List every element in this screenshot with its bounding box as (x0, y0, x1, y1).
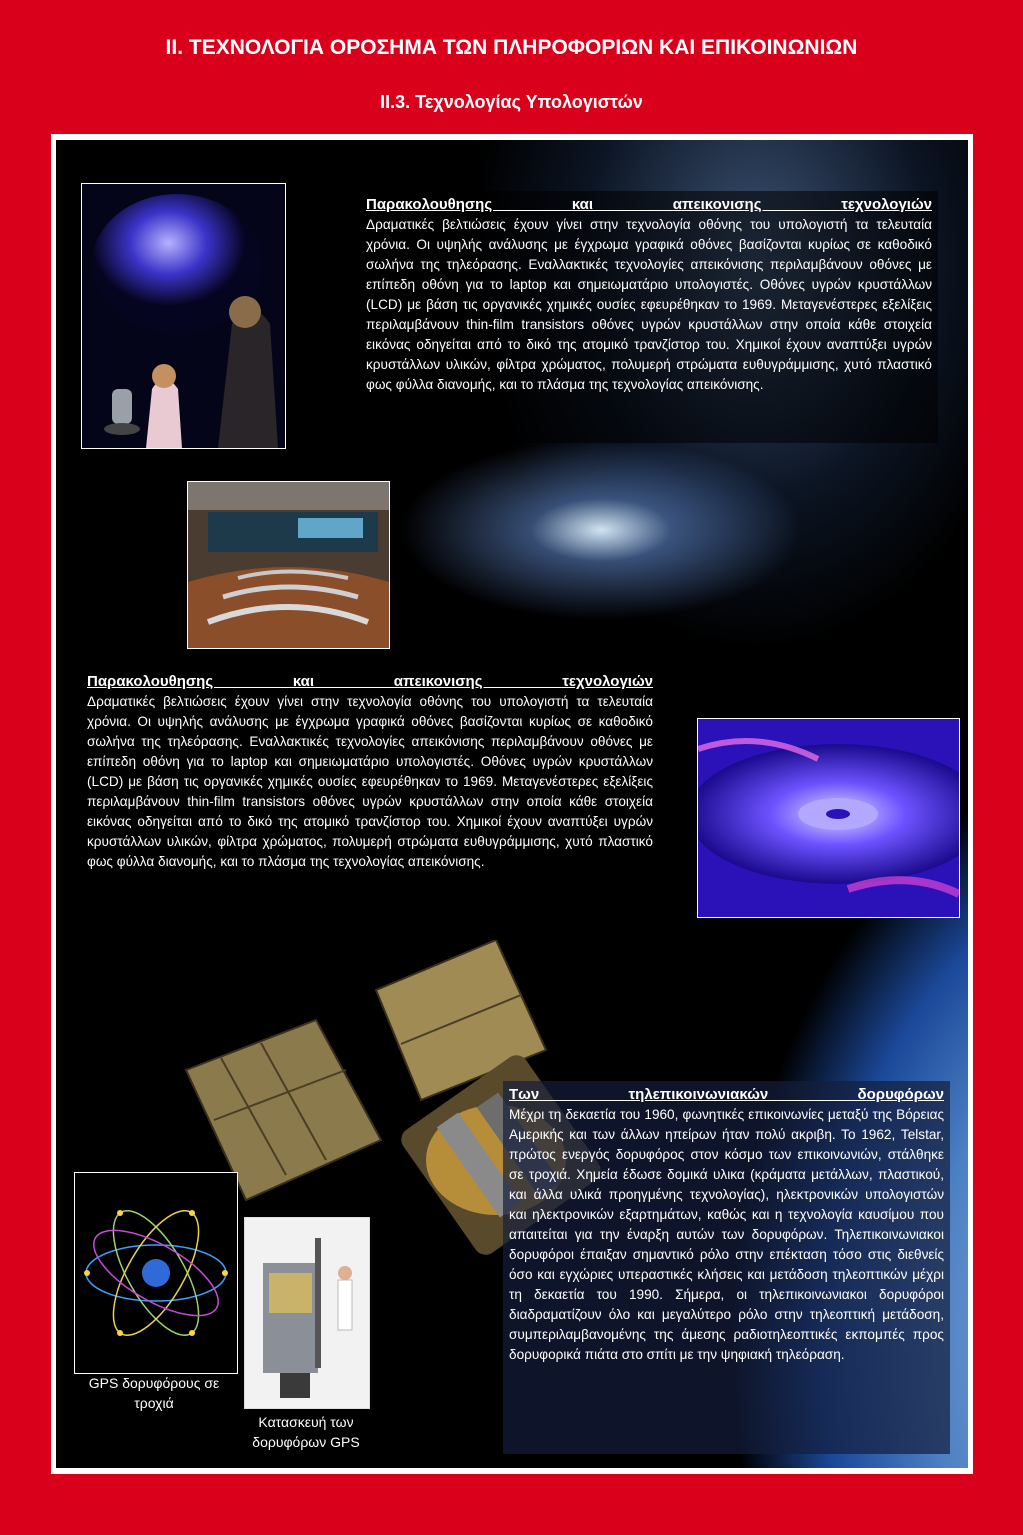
poster-subtitle: II.3. Τεχνολογίας Υπολογιστών (380, 92, 643, 112)
satellite-heading: Των τηλεπικοινωνιακών δορυφόρων (509, 1086, 944, 1103)
display-tech-body-2: Δραματικές βελτιώσεις έχουν γίνει στην τεχνολογία οθόνης του υπολογιστή τα τελευταία χρόνια. Οι υψηλής ανάλυσης με έγχρωμα γραφικά οθόνες βασίζονται κυρίως σε καθοδικό σωλήνα της τηλεόρασης. Εναλλακτικές τεχνολογίες απεικόνισης περιλαμβάνουν οθόνες με επίπεδη οθόνη για το laptop και σημειωματάριο υπολογιστές. Οθόνες υγρών κρυστάλλων (LCD) με βάση τις οργανικές χημικές ουσίες εφευρέθηκαν το 1969. Μεταγενέστερες εξελίξεις περιλαμβάνουν thin-film transistors οθόνες υγρών κρυστάλλων στην οποία κάθε στοιχεία εικόνας οδηγείται από το δικό της ατομικό τρανζίστορ του. Χημικοί έχουν αναπτύξει υγρών κρυστάλλων υλικών, φίλτρα χρώματος, πολυμερή στρώματα ευθυγράμμισης, χυτό πλαστικό φως φύλλα διανομής, και το πλάσμα της τεχνολογίας απεικόνισης. (87, 694, 653, 869)
control-room-photo (187, 481, 390, 649)
display-tech-heading-2: Παρακολουθησης και απεικονισης τεχνολογιών (87, 673, 653, 690)
space-background (56, 140, 968, 1468)
poster-title: II. ΤΕΧΝΟΛΟΓΙΑ ΟΡΟΣΗΜΑ ΤΩΝ ΠΛΗΡΟΦΟΡΙΩΝ ΚΑΙ ΕΠΙΚΟΙΝΩΝΙΩΝ (165, 36, 858, 59)
display-tech-text-1 (360, 191, 938, 443)
gps-construction-photo (244, 1217, 370, 1409)
gps-construction-caption: Κατασκευή των δορυφόρων GPS (252, 1414, 360, 1450)
display-tech-body-1: Δραματικές βελτιώσεις έχουν γίνει στην τεχνολογία οθόνης του υπολογιστή τα τελευταία χρόνια. Οι υψηλής ανάλυσης με έγχρωμα γραφικά οθόνες βασίζονται κυρίως σε καθοδικό σωλήνα της τηλεόρασης. Εναλλακτικές τεχνολογίες απεικόνισης περιλαμβάνουν οθόνες με επίπεδη οθόνη για το laptop και σημειωματάριο υπολογιστές. Οθόνες υγρών κρυστάλλων (LCD) με βάση τις οργανικές χημικές ουσίες εφευρέθηκαν το 1969. Μεταγενέστερες εξελίξεις περιλαμβάνουν thin-film transistors οθόνες υγρών κρυστάλλων στην οποία κάθε στοιχεία εικόνας οδηγείται από το δικό της ατομικό τρανζίστορ του. Χημικοί έχουν αναπτύξει υγρών κρυστάλλων υλικών, φίλτρα χρώματος, πολυμερή στρώματα ευθυγράμμισης, χυτό πλαστικό φως φύλλα διανομής, και το πλάσμα της τεχνολογίας απεικόνισης. (366, 217, 932, 392)
planetarium-photo (81, 183, 286, 449)
display-tech-heading-1: Παρακολουθησης και απεικονισης τεχνολογιών (366, 196, 932, 213)
cd-disc-photo (697, 718, 960, 918)
display-tech-text-2 (81, 668, 659, 918)
gps-orbit-caption: GPS δορυφόρους σε τροχιά (88, 1375, 220, 1411)
satellite-body: Μέχρι τη δεκαετία του 1960, φωνητικές επικοινωνίες μεταξύ της Βόρειας Αμερικής και των άλλων ηπείρων ήταν πολύ ακριβη. Το 1962, Telstar, πρώτος ενεργός δορυφόρος στον κόσμο των επικοινωνιών, στάλθηκε σε τροχιά. Χημεία έδωσε δομικά υλικα (κράματα μετάλλων, πλαστικού, και άλλα υλικά προηγμένης τεχνολογίας), ηλεκτρονικών υπολογιστών και ηλεκτρονικών εξαρτημάτων, καθώς και η τεχνολογία καυσίμου που απαιτείται για την έναρξη αυτών των δορυφόρων. Τηλεπικοινωνιακοι δορυφόροι έπαιξαν σημαντικό ρόλο στην επέκταση τόσο στις διεθνείς όσο και εγχώριες υπεραστικές κλήσεις και μετάδοση τηλεοπτικών μέχρι τη δεκαετία του 1990. Σήμερα, οι τηλεπικοινωνιακοι δορυφόροι διαδραματίζουν όλο και μεγαλύτερο ρόλο στην τηλεοπτική μετάδοση, συμπεριλαμβανομένης της άμεσης ραδιοτηλεοπτικές εκπομπές προς δορυφορικά πιάτα στο σπίτι με την ψηφιακή τηλεόραση. (509, 1107, 944, 1362)
satellite-text (503, 1081, 950, 1454)
gps-orbit-photo (74, 1172, 238, 1374)
